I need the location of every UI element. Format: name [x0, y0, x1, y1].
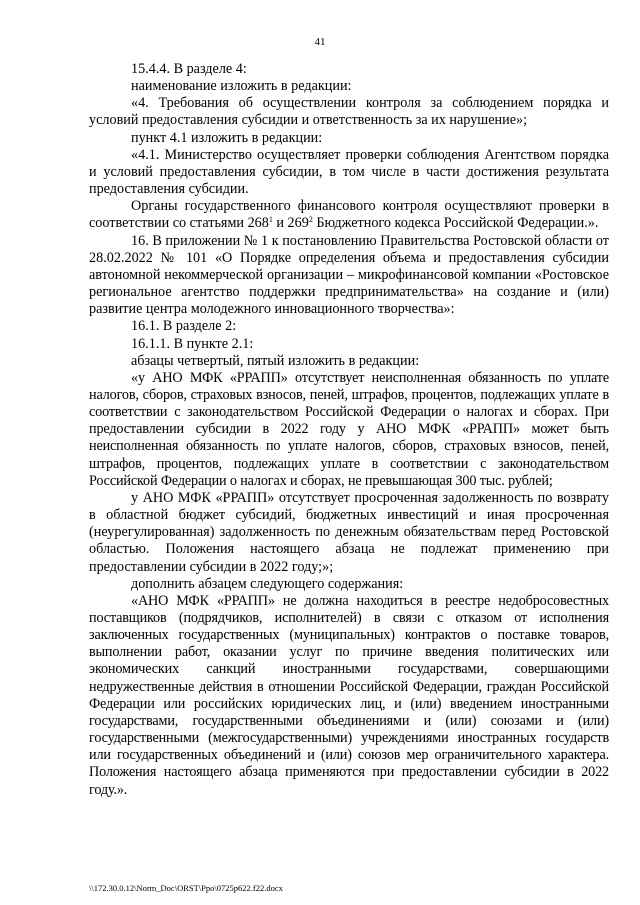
- paragraph-tax-obligation: «у АНО МФК «РРАПП» отсутствует неисполненная обязанность по уплате налогов, сборов, страховых взносов, пеней, штрафов, процентов, подлежащих уплате в соответствии с законодательством Российской Федерации о налогах и сборах. При предоставлении субсидии в 2022 году у АНО МФК «РРАПП» может быть неисполненная обязанность по уплате налогов, сборов, страховых взносов, пеней, штрафов, процентов, подлежащих уплате в соответствии с законодательством Российской Федерации о налогах и сборах, не превышающая 300 тыс. рублей;: [89, 369, 609, 489]
- financial-control-text-2: и 269: [272, 215, 309, 232]
- footer-file-path: \\172.30.0.12\Norm_Doc\ORST\Ppo\0725p622.f22.docx: [89, 883, 283, 893]
- financial-control-text-3: Бюджетного кодекса Российской Федерации.».: [312, 215, 599, 232]
- paragraph-unfair-suppliers: «АНО МФК «РРАПП» не должна находиться в реестре недобросовестных поставщиков (подрядчиков, исполнителей) в связи с отказом от исполнения заключенных государственных (муниципальных) контрактов о поставке товаров, выполнении работ, оказании услуг по причине введения политических или экономических санкций иностранными государствами, совершающими недружественные действия в отношении Российской Федерации, граждан Российской Федерации или российских юридических лиц, и (или) введением иностранными государствами, государственными объединениями и (или) союзами и (или) государственными (межгосударственными) учреждениями иностранных государств или государственных объединений и (или) союзов мер ограничительного характера. Положения настоящего абзаца применяются при предоставлении субсидии в 2022 году.».: [89, 592, 609, 798]
- paragraph-add-abzac: дополнить абзацем следующего содержания:: [131, 575, 404, 592]
- paragraph-section-4-title: «4. Требования об осуществлении контроля за соблюдением порядка и условий предоставления субсидии и ответственность за их нарушение»;: [89, 95, 609, 129]
- paragraph-16-1: 16.1. В разделе 2:: [131, 318, 237, 335]
- page-number: 41: [314, 36, 326, 48]
- paragraph-overdue-debt: у АНО МФК «РРАПП» отсутствует просроченная задолженность по возврату в областной бюджет субсидий, бюджетных инвестиций и иная просроченная (неурегулированная) задолженность по денежным обязательствам перед Ростовской областью. Положения настоящего абзаца не подлежат применению при предоставлении субсидии в 2022 году;»;: [89, 489, 609, 575]
- paragraph-15-4-4: 15.4.4. В разделе 4:: [131, 61, 247, 77]
- document-body: [89, 61, 609, 799]
- paragraph-name-edit: наименование изложить в редакции:: [131, 78, 352, 95]
- paragraph-abzacy-edit: абзацы четвертый, пятый изложить в редакции:: [131, 352, 420, 369]
- paragraph-point-4-1: «4.1. Министерство осуществляет проверки соблюдения Агентством порядка и условий предоставления субсидии, в том числе в части достижения результата предоставления субсидии.: [89, 146, 609, 198]
- paragraph-financial-control: [89, 198, 609, 232]
- paragraph-point-4-1-edit: пункт 4.1 изложить в редакции:: [131, 129, 323, 146]
- superscript-1: 1: [268, 215, 273, 225]
- financial-control-text-1: Органы государственного финансового контроля осуществляют проверки в соответствии со статьями 268: [89, 198, 609, 232]
- paragraph-16: 16. В приложении № 1 к постановлению Правительства Ростовской области от 28.02.2022 № 101 «О Порядке определения объема и предоставления субсидии автономной некоммерческой организации – микрофинансовой компании «Ростовское региональное агентство поддержки предпринимательства» на создание и (или) развитие центра молодежного инновационного творчества»:: [89, 232, 609, 318]
- paragraph-16-1-1: 16.1.1. В пункте 2.1:: [131, 335, 254, 352]
- superscript-2: 2: [308, 215, 313, 225]
